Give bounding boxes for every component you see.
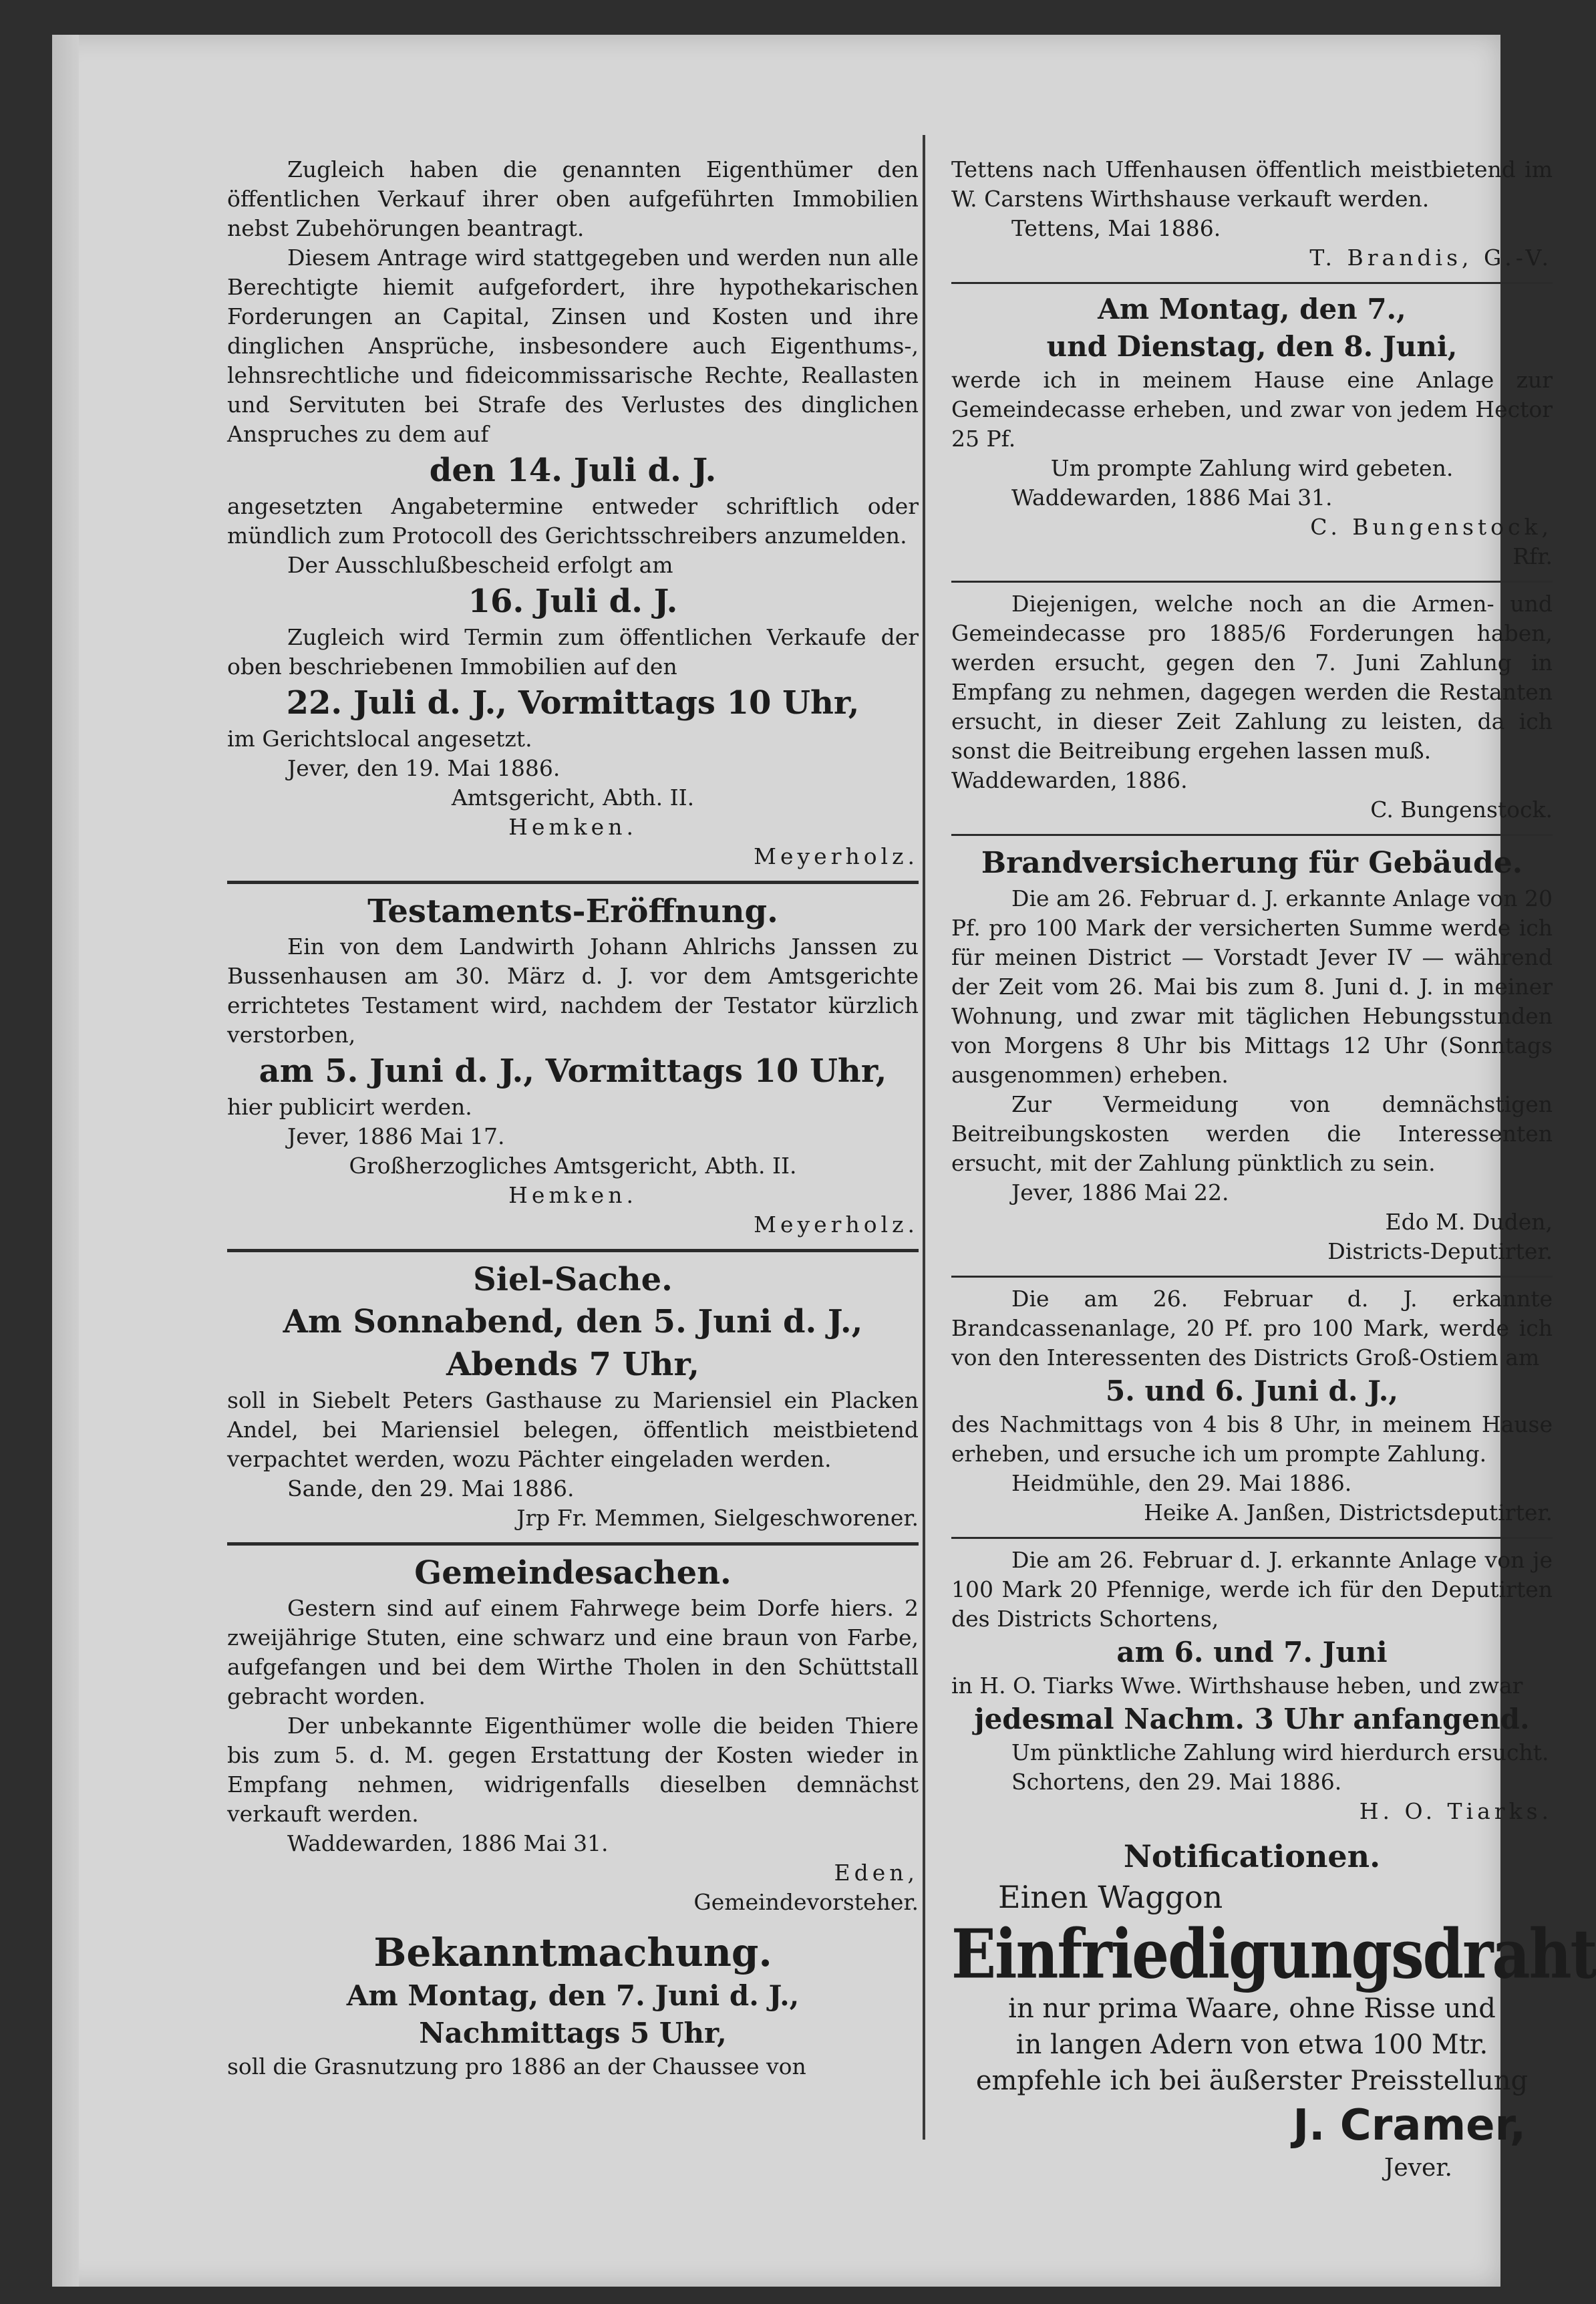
paragraph: Ein von dem Landwirth Johann Ahlrichs Janssen zu Bussenhausen am 30. März d. J. vor dem Amtsgerichte errichtetes Testament wird, nachdem der Testator kürzlich verstorben,: [227, 933, 919, 1048]
section-title: Testaments-Eröffnung.: [367, 893, 778, 930]
date-line: den 14. Juli d. J.: [429, 452, 717, 489]
place-date: Tettens, Mai 1886.: [1011, 215, 1221, 241]
date-line: Am Sonnabend, den 5. Juni d. J.,: [283, 1303, 863, 1340]
signature: Jrp Fr. Memmen, Sielgeschworener.: [516, 1505, 919, 1531]
advertiser-town: Jever.: [1384, 2154, 1452, 2182]
paragraph: Um prompte Zahlung wird gebeten.: [1050, 455, 1454, 481]
date-line: und Dienstag, den 8. Juni,: [1046, 330, 1458, 363]
paragraph: soll die Grasnutzung pro 1886 an der Chaussee von: [227, 2053, 806, 2079]
signature: Edo M. Duden,: [1385, 1209, 1553, 1235]
signature: C. Bungenstock.: [1370, 797, 1553, 823]
notice-testament: [227, 891, 919, 1240]
section-rule: [951, 834, 1553, 836]
paragraph: des Nachmittags von 4 bis 8 Uhr, in meinem Hause erheben, und ersuche ich um prompte Zahlung.: [951, 1411, 1553, 1467]
clerk-name: Meyerholz.: [754, 843, 919, 869]
notice-gemeindecasse: [951, 291, 1553, 571]
clerk-name: Meyerholz.: [754, 1211, 919, 1238]
section-rule: [951, 1537, 1553, 1539]
date-line: jedesmal Nachm. 3 Uhr anfangend.: [974, 1703, 1530, 1735]
page-gutter: [52, 35, 79, 2287]
newspaper-page: [52, 35, 1596, 2287]
paragraph: werde ich in meinem Hause eine Anlage zur Gemeindecasse erheben, und zwar von jedem Hector 25 Pf.: [951, 367, 1553, 452]
signature: C. Bungenstock,: [1310, 514, 1553, 540]
section-rule: [951, 282, 1553, 284]
paragraph: im Gerichtslocal angesetzt.: [227, 726, 532, 752]
advertiser-name: J. Cramer,: [1293, 2101, 1526, 2150]
signature: Heike A. Janßen, Districtsdeputirter.: [1144, 1499, 1553, 1526]
paragraph: Zugleich haben die genannten Eigenthümer den öffentlichen Verkauf ihrer oben aufgeführten Immobilien nebst Zubehörungen beantragt.: [227, 156, 919, 241]
court-name: Großherzogliches Amtsgericht, Abth. II.: [349, 1153, 797, 1179]
section-title: Brandversicherung für Gebäude.: [981, 846, 1523, 880]
notice-court-sale: [227, 155, 919, 871]
notice-gemeinde: [227, 1552, 919, 1917]
paragraph: Zugleich wird Termin zum öffentlichen Verkaufe der oben beschriebenen Immobilien auf den: [227, 624, 919, 680]
paragraph: Diejenigen, welche noch an die Armen- und Gemeindecasse pro 1885/6 Forderungen haben, werden ersucht, gegen den 7. Juni Zahlung in Empfang zu nehmen, dagegen werden die Restanten ersucht, in dieser Zeit Zahlung zu leisten, da ich sonst die Beitreibung ergehen lassen muß.: [951, 591, 1553, 764]
place-date: Waddewarden, 1886 Mai 31.: [287, 1830, 609, 1856]
date-line: 5. und 6. Juni d. J.,: [1106, 1375, 1398, 1407]
notice-bekanntmachung: [227, 1928, 919, 2081]
signature: T. Brandis, G.-V.: [1309, 245, 1553, 271]
paragraph: Die am 26. Februar d. J. erkannte Anlage von 20 Pf. pro 100 Mark der versicherten Summe werde ich für meinen District — Vorstadt Jever IV — während der Zeit vom 26. Mai bis zum 8. Juni d. J. in meiner Wohnung, und zwar mit täglichen Hebungsstunden von Morgens 8 Uhr bis Mittags 12 Uhr (Sonntags ausgenommen) erheben.: [951, 885, 1553, 1088]
paragraph: Gestern sind auf einem Fahrwege beim Dorfe hiers. 2 zweijährige Stuten, eine schwarz und eine braun von Farbe, aufgefangen und bei dem Wirthe Tholen in den Schüttstall gebracht worden.: [227, 1595, 919, 1709]
notice-tettens: [951, 155, 1553, 273]
judge-name: Hemken.: [508, 1182, 637, 1208]
section-title: Gemeindesachen.: [414, 1554, 732, 1592]
section-rule: [951, 1276, 1553, 1278]
signature-title: Districts-Deputirter.: [1327, 1238, 1553, 1264]
paragraph: Tettens nach Uffenhausen öffentlich meistbietend im W. Carstens Wirthshause verkauft werden.: [951, 156, 1553, 212]
section-rule: [227, 1542, 919, 1546]
paragraph: Die am 26. Februar d. J. erkannte Anlage von je 100 Mark 20 Pfennige, werde ich für den Deputirten des Districts Schortens,: [951, 1547, 1553, 1632]
section-rule: [227, 1249, 919, 1252]
ad-headline: Einfriedigungsdraht: [951, 1914, 1596, 1994]
judge-name: Hemken.: [508, 814, 637, 840]
section-title: Bekanntmachung.: [373, 1930, 772, 1975]
paragraph: Um pünktliche Zahlung wird hierdurch ersucht.: [1011, 1739, 1549, 1765]
paragraph: in H. O. Tiarks Wwe. Wirthshause heben, und zwar: [951, 1673, 1523, 1699]
column-divider: [923, 135, 925, 2140]
notice-armencasse: [951, 589, 1553, 825]
place-date: Jever, den 19. Mai 1886.: [287, 755, 561, 781]
place-date: Jever, 1886 Mai 22.: [1011, 1179, 1229, 1205]
paragraph: hier publicirt werden.: [227, 1094, 472, 1120]
section-title: Siel-Sache.: [473, 1261, 673, 1298]
section-title: Notificationen.: [1123, 1838, 1381, 1874]
paragraph: Die am 26. Februar d. J. erkannte Brandcassenanlage, 20 Pf. pro 100 Mark, werde ich von den Interessenten des Districts Groß-Ostiem am: [951, 1286, 1553, 1371]
notice-schortens: [951, 1546, 1553, 1826]
signature: H. O. Tiarks.: [1359, 1798, 1553, 1824]
paragraph: Diesem Antrage wird stattgegeben und werden nun alle Berechtigte hiemit aufgefordert, ihre hypothekarischen Forderungen an Capital, Zinsen und Kosten und ihre dinglichen Ansprüche, insbesondere auch Eigenthums-, lehnsrechtliche und fideicommissarische Rechte, Reallasten und Servituten bei Strafe des Verlustes des dinglichen Anspruches zu dem auf: [227, 245, 919, 447]
right-column: [951, 155, 1596, 2184]
date-line: Abends 7 Uhr,: [446, 1346, 699, 1383]
place-date: Jever, 1886 Mai 17.: [287, 1123, 505, 1149]
date-line: Am Montag, den 7.,: [1098, 293, 1406, 325]
paragraph: Der Ausschlußbescheid erfolgt am: [287, 552, 673, 578]
paragraph: Der unbekannte Eigenthümer wolle die beiden Thiere bis zum 5. d. M. gegen Erstattung der Kosten wieder in Empfang nehmen, widrigenfalls dieselben demnächst verkauft werden.: [227, 1713, 919, 1827]
paragraph: angesetzten Angabetermine entweder schriftlich oder mündlich zum Protocoll des Gerichtsschreibers anzumelden.: [227, 493, 919, 549]
notice-siel: [227, 1259, 919, 1533]
date-line: 16. Juli d. J.: [468, 583, 678, 620]
ad-line: empfehle ich bei äußerster Preisstellung: [975, 2065, 1529, 2096]
signature-title: Rfr.: [1512, 543, 1553, 569]
date-line: Nachmittags 5 Uhr,: [419, 2017, 727, 2049]
ad-line: Einen Waggon: [998, 1879, 1223, 1915]
date-line: am 5. Juni d. J., Vormittags 10 Uhr,: [259, 1052, 887, 1090]
notice-grossostiem: [951, 1284, 1553, 1528]
place-date: Sande, den 29. Mai 1886.: [287, 1475, 575, 1501]
place-date: Waddewarden, 1886.: [951, 767, 1188, 793]
ad-line: in langen Adern von etwa 100 Mtr.: [1015, 2029, 1488, 2060]
ad-line: in nur prima Waare, ohne Risse und: [1008, 1993, 1496, 2024]
date-line: Am Montag, den 7. Juni d. J.,: [346, 1979, 800, 2012]
section-rule: [227, 881, 919, 884]
date-line: 22. Juli d. J., Vormittags 10 Uhr,: [286, 684, 860, 722]
left-column: [227, 155, 919, 2081]
paragraph: Zur Vermeidung von demnächstigen Beitreibungskosten werden die Interessenten ersucht, mit der Zahlung pünktlich zu sein.: [951, 1091, 1553, 1176]
paragraph: soll in Siebelt Peters Gasthause zu Mariensiel ein Placken Andel, bei Mariensiel belegen, öffentlich meistbietend verpachtet werden, wozu Pächter eingeladen werden.: [227, 1387, 919, 1472]
date-line: am 6. und 7. Juni: [1116, 1636, 1388, 1669]
place-date: Heidmühle, den 29. Mai 1886.: [1011, 1470, 1352, 1496]
court-name: Amtsgericht, Abth. II.: [451, 784, 695, 811]
advertisement-cramer: [951, 1836, 1596, 2184]
signature: Eden,: [834, 1860, 919, 1886]
section-rule: [951, 581, 1553, 583]
notice-brandversicherung: [951, 843, 1553, 1266]
place-date: Schortens, den 29. Mai 1886.: [1011, 1769, 1342, 1795]
place-date: Waddewarden, 1886 Mai 31.: [1011, 484, 1333, 511]
signature-title: Gemeindevorsteher.: [693, 1889, 919, 1915]
